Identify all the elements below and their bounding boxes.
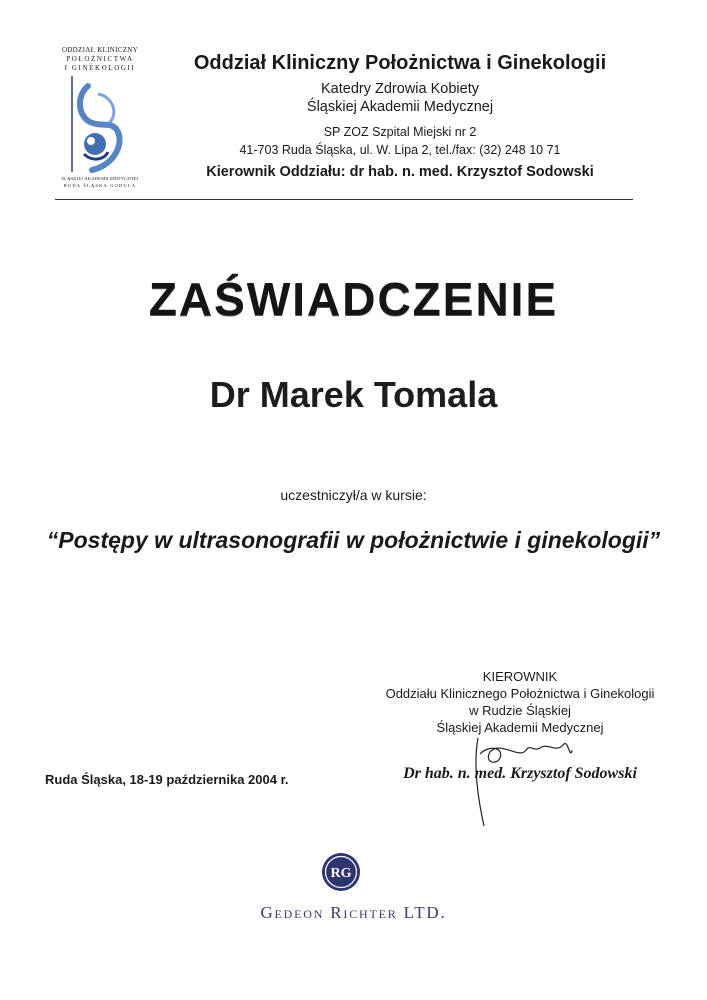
sponsor-name: Gedeon Richter LTD. xyxy=(260,903,447,922)
signatory-role: KIEROWNIK xyxy=(482,669,558,684)
recipient-name: Dr Marek Tomala xyxy=(209,374,498,415)
header-line-hospital: SP ZOZ Szpital Miejski nr 2 xyxy=(323,125,477,139)
signatory-block xyxy=(340,668,700,736)
certificate-title: ZAŚWIADCZENIE xyxy=(148,273,559,325)
header-line-department: Katedry Zdrowia Kobiety xyxy=(321,81,479,97)
header-divider xyxy=(55,199,633,200)
department-title: Oddział Kliniczny Położnictwa i Ginekologii xyxy=(193,52,607,74)
logo-text-line4: ŚLĄSKIEJ AKADEMII MEDYCZNEJ xyxy=(61,176,139,181)
signatory-line2: w Rudzie Śląskiej xyxy=(469,703,571,718)
logo-text-line5: RUDA ŚLĄSKA GODULA xyxy=(63,183,137,188)
logo-text-line1: ODDZIAŁ KLINICZNY xyxy=(61,46,139,54)
department-logo xyxy=(50,42,150,192)
gedeon-richter-logo-icon xyxy=(322,850,384,894)
sponsor-logo-letters: RG xyxy=(330,866,352,881)
participation-text: uczestniczył/a w kursie: xyxy=(280,487,427,503)
course-title: “Postępy w ultrasonografii w położnictwie i ginekologii” xyxy=(46,527,661,553)
signatory-line3: Śląskiej Akademii Medycznej xyxy=(436,720,604,735)
logo-text-line2: POŁOŻNICTWA xyxy=(66,55,134,63)
header-line-head: Kierownik Oddziału: dr hab. n. med. Krzysztof Sodowski xyxy=(206,164,594,180)
logo-text-line3: I GINEKOLOGII xyxy=(64,64,136,72)
fetus-emblem-icon xyxy=(68,74,134,174)
signatory-line1: Oddziału Klinicznego Położnictwa i Ginekologii xyxy=(385,686,655,701)
place-and-date: Ruda Śląska, 18-19 października 2004 r. xyxy=(45,772,289,787)
header-line-academy: Śląskiej Akademii Medycznej xyxy=(306,99,494,115)
signatory-name: Dr hab. n. med. Krzysztof Sodowski xyxy=(403,765,637,782)
header-line-address: 41-703 Ruda Śląska, ul. W. Lipa 2, tel./fax: (32) 248 10 71 xyxy=(239,143,561,157)
